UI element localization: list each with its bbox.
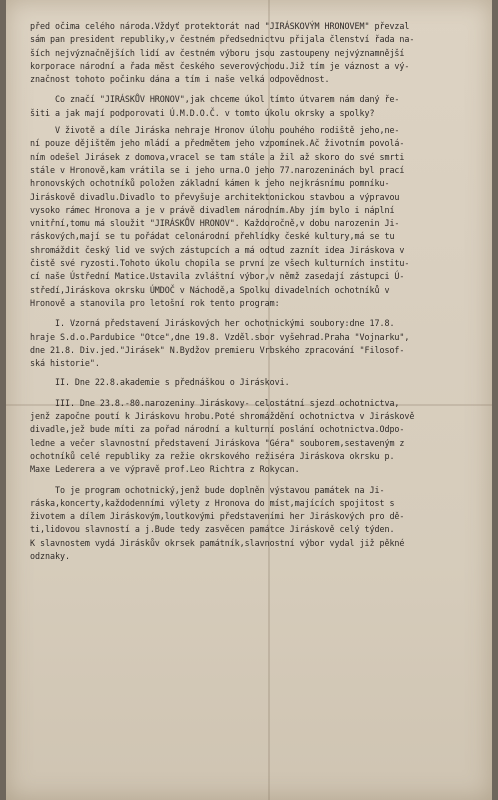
text-line: ších nejvýznačnějších lidí av čestném výboru jsou zastoupeny nejvýznamnější [30,47,405,58]
text-line: ní pouze dějištěm jeho mládí a předmětem jeho vzpomínek.Ač životním povolá- [30,138,405,149]
text-line: šiti a jak mají podporovati Ú.M.D.O.Č. v tomto úkolu okrsky a spolky? [30,107,375,118]
text-line: shromáždit český lid ve svých zástupcích a má odtud zaznít idea Jiráskova v [30,244,405,255]
text-line: jenž započne poutí k Jiráskovu hrobu.Poté shromáždění ochotnictva v Jiráskově [30,411,415,422]
text-line: hraje S.d.o.Pardubice "Otce",dne 19.8. Vzděl.sbor vyšehrad.Praha "Vojnarku", [30,331,410,342]
paragraph [30,20,480,86]
text-line: vnitřní,tomu má sloužit "JIRÁSKŮV HRONOV". Každoročně,v dobu narozenin Ji- [30,218,400,229]
text-line: To je program ochotnický,jenž bude doplněn výstavou památek na Ji- [30,484,385,495]
text-line: značnost tohoto počinku dána a tím i naše velká odpovědnost. [30,74,330,85]
paragraph [30,397,480,477]
text-line: Maxe Lederera a ve výpravě prof.Leo Richtra z Rokycan. [30,464,300,475]
text-line: ráskových,mají se tu pořádat celonárodní přehlídky české kultury,má se tu [30,231,395,242]
paragraph-gap [30,86,480,93]
text-line: sám pan president republiky,v čestném předsednictvu přijala členství řada na- [30,34,415,45]
text-line: životem a dílem Jiráskovým,loutkovými představeními her Jiráskových pro dě- [30,511,405,522]
text-line: stále v Hronově,kam vrátila se i jeho urna.O jeho 77.narozeninách byl prací [30,164,405,175]
text-line: ochotníků celé republiky za režie okrskového režiséra Jiráskova okrsku p. [30,450,395,461]
text-line: III. Dne 23.8.-80.narozeniny Jiráskovy- celostátní sjezd ochotnictva, [30,397,400,408]
text-line: cí naše Ústřední Matice.Ustavila zvláštní výbor,v němž zasedají zástupci Ú- [30,271,405,282]
text-line: čistě své ryzosti.Tohoto úkolu chopila se první ze všech kulturních institu- [30,258,410,269]
paragraph [30,484,480,564]
text-line: před očima celého národa.Vždyť protektorát nad "JIRÁSKOVÝM HRONOVEM" převzal [30,21,410,31]
text-line: II. Dne 22.8.akademie s přednáškou o Jiráskovi. [30,377,290,388]
document-page [6,0,492,800]
paragraph [30,124,480,310]
text-line: ledne a večer slavnostní představení Jiráskova "Géra" souborem,sestaveným z [30,437,405,448]
paragraph-gap [30,390,480,397]
text-line: ráska,koncerty,každodenními výlety z Hronova do míst,majících spojitost s [30,497,395,508]
text-line: V životě a díle Jiráska nehraje Hronov úlohu pouhého rodiště jeho,ne- [30,125,400,136]
text-line: vysoko rámec Hronova a je v právě divadlem národním.Aby jím bylo i náplní [30,204,395,215]
paragraph-gap [30,310,480,317]
text-line: odznaky. [30,550,70,561]
text-line: K slavnostem vydá Jiráskův okrsek památník,slavnostní výbor vydal již pěkné [30,537,405,548]
paragraph [30,93,480,120]
text-line: Jiráskově divadlu.Divadlo to převyšuje architektonickou stavbou a výpravou [30,191,400,202]
text-line: hronovských ochotníků položen základní kámen k jeho nejkrásnímu pomníku- [30,178,390,189]
text-line: ním odešel Jirásek z domova,vracel se tam stále a žil až skoro do své smrti [30,151,405,162]
paragraph-gap [30,477,480,484]
text-line: ti,lidovou slavností a j.Bude tedy zasvěcen památce Jiráskově celý týden. [30,524,395,535]
text-line: divadle,jež bude míti za pořad národní a kulturní poslání ochotnictva.Odpo- [30,424,405,435]
text-line: Hronově a stanovila pro letošní rok tento program: [30,297,280,308]
text-line: korporace národní a řada měst českého severovýchodu.Již tím je váznost a vý- [30,60,410,71]
text-line: Co značí "JIRÁSKŮV HRONOV",jak chceme úkol tímto útvarem nám daný ře- [30,94,400,105]
paragraph [30,376,480,389]
paragraph [30,317,480,370]
text-line: dne 21.8. Div.jed."Jirásek" N.Bydžov premieru Vrbského zpracování "Filosof- [30,344,405,355]
text-line: I. Vzorná představení Jiráskových her ochotnickými soubory:dne 17.8. [30,318,395,329]
text-line: středí,Jiráskova okrsku ÚMDOČ v Náchodě,a Spolku divadelních ochotníků v [30,284,390,295]
text-line: ská historie". [30,358,100,369]
typed-text-body [30,20,480,563]
